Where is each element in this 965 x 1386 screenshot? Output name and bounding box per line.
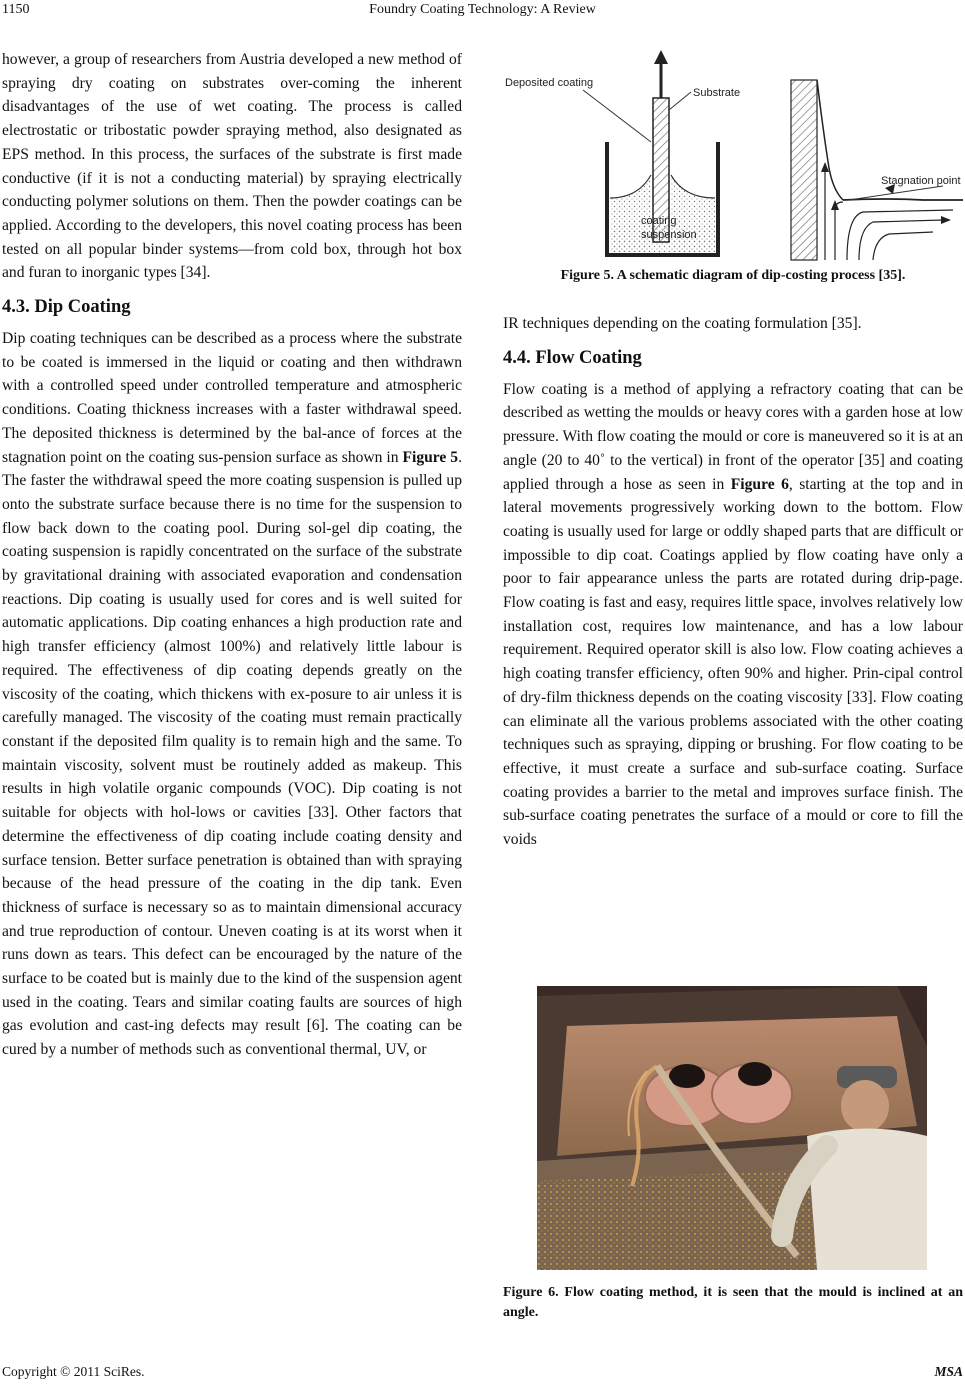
substrate-detail xyxy=(791,80,817,260)
section-heading-dip-coating: 4.3. Dip Coating xyxy=(2,297,131,318)
figure-5-diagram xyxy=(503,50,963,262)
dip-text-a: Dip coating techniques can be described as a process where the substrate to be coated is immersed in the liquid or coating and then withdrawn with a controlled speed under controlled temperature and atmospheric conditions. Coating thickness increases with a faster withdrawal speed. The deposited thickness is determined by the bal-ance of forces at the stagnation point on the coating sus-pension surface as shown in xyxy=(2,330,462,466)
journal-abbrev: MSA xyxy=(934,1364,963,1379)
page-number: 1150 xyxy=(2,2,30,17)
right-column xyxy=(503,312,963,852)
page-header xyxy=(0,0,965,22)
label-deposited-coating: Deposited coating xyxy=(505,77,594,89)
section-heading-flow-coating: 4.4. Flow Coating xyxy=(503,347,642,368)
label-coating: coating xyxy=(641,215,677,227)
coating-surface xyxy=(843,199,963,200)
figure-5-reference: Figure 5 xyxy=(402,448,459,466)
figure-6-photo xyxy=(537,986,927,1270)
dip-text-b: . The faster the withdrawal speed the more coating suspension is pulled up onto the substrate surface because there is no time for the suspension to flow back down to the coating pool. During sol-gel dip coating, the coating suspension is rapidly concentrated on the surface of the substrate by gravitational draining with associated evaporation and condensation reactions. Dip coating is usually used for cores and is well suited for automatic applications. Dip coating enhances a high production rate and high transfer efficiency (almost 100%) and relatively little labour is required. The effectiveness of dip coating depends greatly on the viscosity of the coating, which thickens with ex-posure to air unless it is carefully managed. The viscosity of the coating must remain practically constant if the deposited film quality is to remain high and the same. To maintain viscosity, solvent must be routinely added as makeup. This results in high volatile organic compounds (VOC). Dip coating is not suitable for objects with hol-lows or cavities [33]. Other factors that determine the effectiveness of dip coating include coating density and surface tension. Better surface penetration is obtained than with spraying because of the head pressure of the coating in the dip tank. Even thickness of surface is necessary so as to maintain dimensional accuracy and true reproduction of contour. Uneven coating is at its worst when it runs down as tears. This defect can be encouraged by the nature of the surface to be coated but is mainly due to the kind of the suspension agent used in the coating. Tears and similar coating faults are sources of high gas evolution and cast-ing defects may result [6]. The coating can be cured by a number of methods such as conventional thermal, UV, or xyxy=(2,448,462,1059)
copyright-notice: Copyright © 2011 SciRes. xyxy=(2,1364,145,1379)
page-footer xyxy=(2,1364,963,1380)
paragraph-dip-coating xyxy=(2,327,462,1062)
figure-6-caption: Figure 6. Flow coating method, it is seen that the mould is inclined at an angle. xyxy=(503,1285,963,1320)
paragraph-flow-coating xyxy=(503,378,963,852)
label-substrate: Substrate xyxy=(693,87,741,99)
left-column xyxy=(2,48,462,1062)
paragraph-ir: IR techniques depending on the coating formulation [35]. xyxy=(503,315,862,332)
figure-5-caption: Figure 5. A schematic diagram of dip-costing process [35]. xyxy=(560,268,906,283)
paragraph-eps: however, a group of researchers from Austria developed a new method of spraying dry coating on substrates over-coming the inherent disadvantages of the use of wet coating. The process is called electrostatic or tribostatic powder spraying method, also designated as EPS method. In this process, the surfaces of the substrate is first made conductive (if it is not a conducting material) by spraying electrically conducting polymer solutions on them. Then the powder coatings can be applied. According to the developers, this novel coating process has been tested on all popular binder systems—from cold box, through hot box and furan to inorganic types [34]. xyxy=(2,51,462,282)
running-title: Foundry Coating Technology: A Review xyxy=(369,2,596,17)
figure-6-reference: Figure 6 xyxy=(730,475,789,493)
flow-text-a: Flow coating is a method of applying a refractory coating that can be described as wetting the moulds or heavy cores with a garden hose at low pressure. With flow coating the mould or core is maneuvered so it is at an angle (20 to 40˚ to the vertical) in front of the operator [35] and coating applied through a hose as seen in xyxy=(503,380,963,493)
operator-face xyxy=(841,1080,889,1132)
label-stagnation-point: Stagnation point xyxy=(881,175,961,187)
flow-text-b: , starting at the top and in lateral movements progressively working down to the bottom. Flow coating is usually used for large or oddly shaped parts that are difficult or impossible to dip coat. Coatings applied by flow coating have only a poor to fair appearance unless the parts are rotated during drip-page. Flow coating is fast and easy, requires little space, involves relatively low installation cost, requires low maintenance, and has a low labour requirement. Required operator skill is also low. Flow coating achieves a high coating transfer efficiency, often 90% and higher. Prin-cipal control of dry-film thickness depends on the coating viscosity [33]. Flow coating can eliminate all the various problems associated with the other coating techniques such as spraying, dipping or brushing. For flow coating to be effective, it must create a surface and sub-surface coating. Surface coating provides a barrier to the metal and improves surface finish. The sub-surface coating penetrates the surface of a mould or core to fill the voids xyxy=(503,475,963,849)
label-suspension: suspension xyxy=(641,229,697,241)
